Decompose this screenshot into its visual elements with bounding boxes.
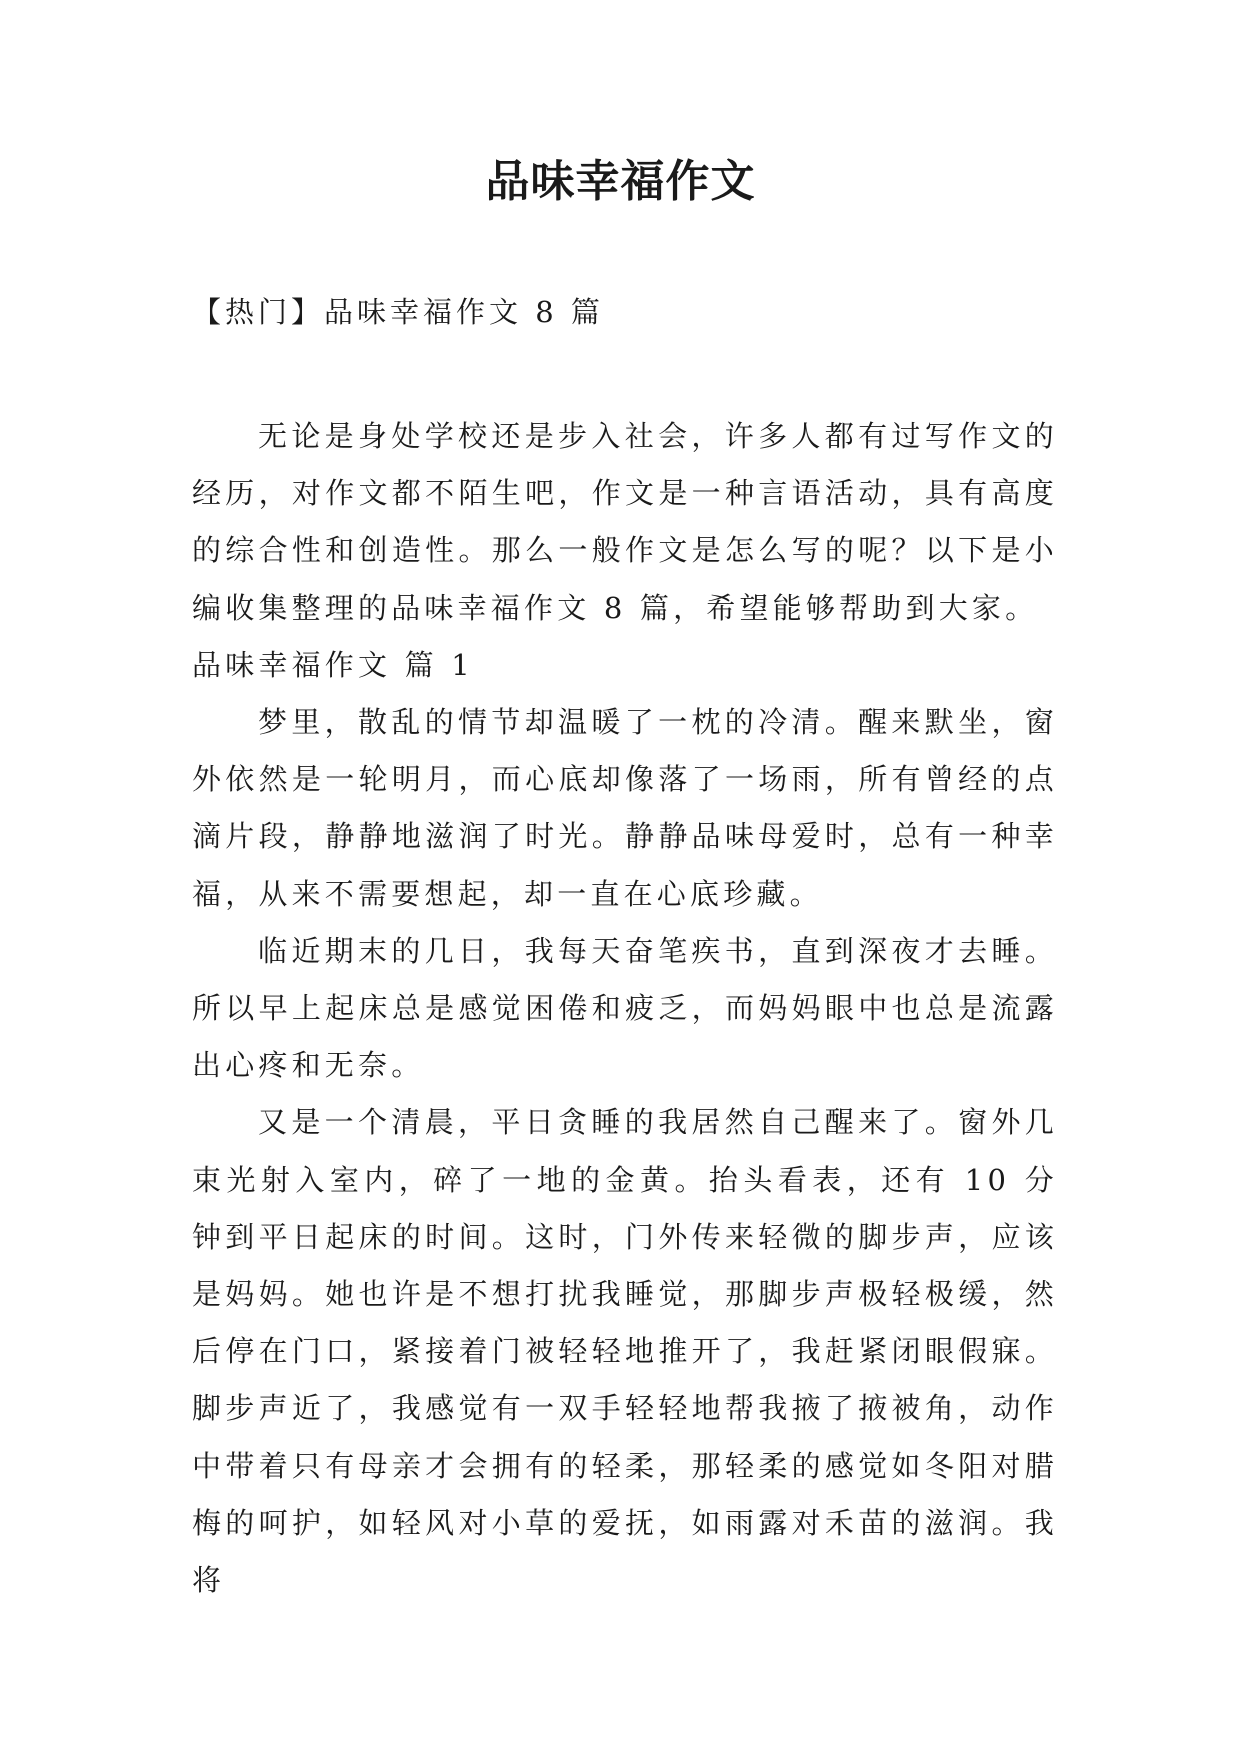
section-heading: 品味幸福作文 篇 1 [192, 647, 474, 682]
intro-paragraph: 无论是身处学校还是步入社会，许多人都有过写作文的经历，对作文都不陌生吧，作文是一种言语活动，具有高度的综合性和创造性。那么一般作文是怎么写的呢？以下是小编收集整理的品味幸福作文 8 篇，希望能够帮助到大家。 [192, 419, 1058, 625]
page-title: 品味幸福作文 [485, 156, 756, 207]
body-paragraph-1: 梦里，散乱的情节却温暖了一枕的冷清。醒来默坐，窗外依然是一轮明月，而心底却像落了一场雨，所有曾经的点滴片段，静静地滋润了时光。静静品味母爱时，总有一种幸福，从来不需要想起，却一直在心底珍藏。 [192, 705, 1058, 911]
document-body [192, 408, 1058, 1609]
body-paragraph-2: 临近期末的几日，我每天奋笔疾书，直到深夜才去睡。所以早上起床总是感觉困倦和疲乏，而妈妈眼中也总是流露出心疼和无奈。 [192, 933, 1058, 1083]
body-paragraph-3: 又是一个清晨，平日贪睡的我居然自己醒来了。窗外几束光射入室内，碎了一地的金黄。抬头看表，还有 10 分钟到平日起床的时间。这时，门外传来轻微的脚步声，应该是妈妈。她也许是不想打扰我睡觉，那脚步声极轻极缓，然后停在门口，紧接着门被轻轻地推开了，我赶紧闭眼假寐。脚步声近了，我感觉有一双手轻轻地帮我掖了掖被角，动作中带着只有母亲才会拥有的轻柔，那轻柔的感觉如冬阳对腊梅的呵护，如轻风对小草的爱抚，如雨露对禾苗的滋润。我将 [192, 1105, 1058, 1598]
document-subtitle: 【热门】品味幸福作文 8 篇 [192, 295, 604, 329]
